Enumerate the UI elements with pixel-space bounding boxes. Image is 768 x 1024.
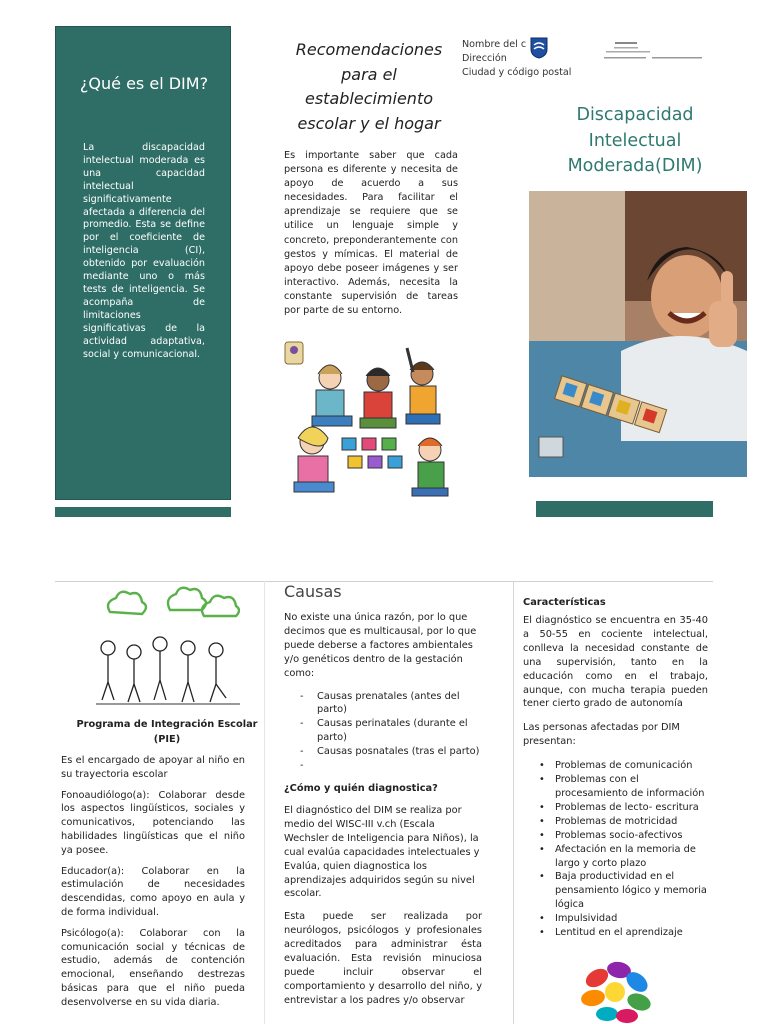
recommendations-title: Recomendaciones para el establecimiento escolar y el hogar bbox=[295, 40, 443, 133]
children-playing-illustration bbox=[282, 338, 458, 502]
list-item: • Problemas de lecto- escritura bbox=[535, 801, 708, 815]
school-address-block bbox=[462, 38, 592, 80]
pie-title: Programa de Integración Escolar (PIE) bbox=[76, 719, 258, 745]
column-divider-right bbox=[513, 581, 514, 1024]
list-item: • Problemas de comunicación bbox=[535, 759, 708, 773]
cover-title: Discapacidad Intelectual Moderada(DIM) bbox=[567, 105, 703, 176]
pie-body bbox=[61, 754, 245, 1017]
characteristics-heading: Características bbox=[523, 597, 606, 608]
decorative-strip-right bbox=[536, 501, 713, 517]
list-item: • Baja productividad en el pensamiento lógico y memoria lógica bbox=[535, 870, 708, 912]
list-item: • Afectación en la memoria de largo y corto plazo bbox=[535, 843, 708, 871]
school-shield-logo bbox=[530, 37, 548, 59]
panel-body: La discapacidad intelectual moderada es una capacidad intelectual significativamente afectada a diferencia del promedio. Esta se define por el coeficiente de inteligencia (CI), obtenido por evaluación mediante uno o más tests de inteligencia. Se acompaña de limitaciones significativas de la actividad adaptativa, social y comunicacional. bbox=[83, 142, 205, 360]
list-item: - Causas posnatales (tras el parto) bbox=[300, 745, 482, 759]
list-item: - Causas prenatales (antes del parto) bbox=[300, 690, 482, 718]
characteristics-paragraph-2: Las personas afectadas por DIM presentan: bbox=[523, 722, 680, 748]
recommendations-body: Es importante saber que cada persona es diferente y necesita de apoyo de acuerdo a sus necesidades. Para facilitar el aprendizaje se requiere que se utilice un lenguaje simple y concreto, preponderantemente con gestos y mímicas. El material de apoyo debe poseer imágenes y ser interactivo. Además, necesita la constante supervisión de tareas por parte de su entorno. bbox=[284, 150, 458, 317]
column-divider-left bbox=[264, 581, 265, 1024]
school-name: Nombre del c bbox=[462, 39, 527, 50]
pie-educator: Educador(a): Colaborar en la estimulación de necesidades descendidas, como apoyo en aula y de forma individual. bbox=[61, 865, 245, 918]
list-item: • Problemas socio-afectivos bbox=[535, 829, 708, 843]
panel-title: ¿Qué es el DIM? bbox=[79, 74, 209, 93]
diagnosis-paragraph-2: Esta puede ser realizada por neurólogos, psicólogos y profesionales acreditados para administrar ésta evaluación. Esta revisión minuciosa puede incluir observar el comportamiento y desarrollo del niño, y entrevistar a los padres y/o observar bbox=[284, 911, 482, 1006]
causes-heading: Causas bbox=[284, 582, 342, 601]
pie-psychologist: Psicólogo(a): Colaborar con la comunicación social y técnicas de estudio, además de contención emocional, enseñando destrezas básicas para que el niño pueda desenvolverse en su vida diaria. bbox=[61, 927, 245, 1008]
characteristics-paragraph-1: El diagnóstico se encuentra en 35-40 a 50-55 en cociente intelectual, conlleva la necesidad constante de una supervisión, tanto en la educación como en el trabajo, aunque, con mucha terapia pueden tener cierto grado de autonomía bbox=[523, 615, 708, 710]
list-item: - Causas perinatales (durante el parto) bbox=[300, 717, 482, 745]
page-fold-divider bbox=[55, 581, 713, 582]
school-address: Dirección bbox=[462, 53, 507, 64]
diagnosis-subheading: ¿Cómo y quién diagnostica? bbox=[284, 783, 438, 795]
colorful-hands-logo bbox=[575, 956, 657, 1024]
pie-speech-therapist: Fonoaudiólogo(a): Colaborar desde los aspectos lingüísticos, sociales y comunicativos, potenciando las habilidades lingüísticas que el niño ya posee. bbox=[61, 789, 245, 856]
clouds-and-children-illustration bbox=[96, 586, 240, 710]
list-item: • Problemas de motricidad bbox=[535, 815, 708, 829]
causes-body bbox=[284, 611, 482, 1017]
what-is-dim-panel bbox=[55, 26, 231, 500]
causes-list bbox=[300, 690, 482, 774]
smiling-boy-photo bbox=[529, 191, 747, 477]
list-item: • Problemas con el procesamiento de información bbox=[535, 773, 708, 801]
letterhead-graphic bbox=[600, 40, 710, 64]
school-city: Ciudad y código postal bbox=[462, 67, 572, 78]
list-item bbox=[300, 759, 482, 773]
list-item: • Impulsividad bbox=[535, 912, 708, 926]
list-item: • Lentitud en el aprendizaje bbox=[535, 926, 708, 940]
characteristics-body bbox=[523, 614, 708, 940]
diagnosis-paragraph-1: El diagnóstico del DIM se realiza por medio del WISC-III v.ch (Escala Wechsler de Inteligencia para Niños), la cual evalúa capacidades intelectuales y Evalúa, quien diagnostica los aprendizajes adquiridos según su nivel escolar. bbox=[284, 804, 480, 900]
characteristics-list bbox=[535, 759, 708, 940]
causes-intro: No existe una única razón, por lo que decimos que es multicausal, por lo que puede deberse a factores ambientales y/o genéticos dentro de la gestación como: bbox=[284, 612, 477, 679]
pie-intro: Es el encargado de apoyar al niño en su trayectoria escolar bbox=[61, 755, 245, 780]
decorative-strip-left bbox=[55, 507, 231, 517]
